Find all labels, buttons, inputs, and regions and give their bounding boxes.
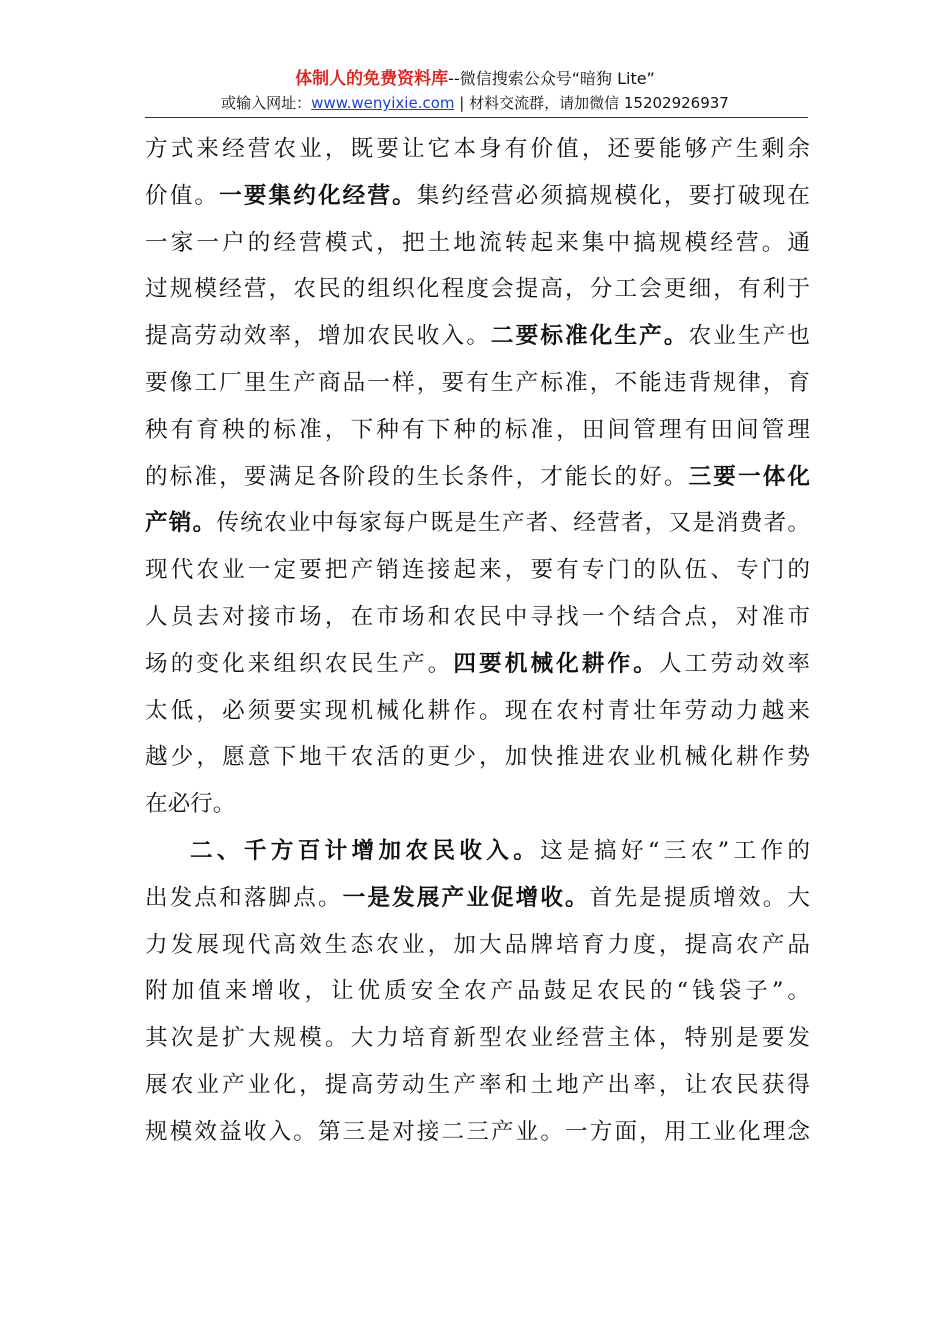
text-line: 在必行。 <box>145 791 236 818</box>
text-line <box>145 313 810 360</box>
text-line: 附加值来增收，让优质安全农产品鼓足农民的“钱袋子”。 <box>145 978 810 1005</box>
text-line <box>145 454 810 501</box>
text-line <box>145 173 810 220</box>
bold-heading: 产销。 <box>145 510 217 537</box>
header-line-1 <box>0 68 950 90</box>
text-run: 传统农业中每家每户既是生产者、经营者，又是消费者。 <box>216 510 811 537</box>
text-run: 农业生产也 <box>688 323 811 350</box>
wechat-account: “暗狗 Lite” <box>571 69 655 88</box>
text-line: 过规模经营，农民的组织化程度会提高，分工会更细，有利于 <box>145 276 810 303</box>
bold-heading: 一要集约化经营。 <box>219 182 417 209</box>
text-line: 其次是扩大规模。大力培育新型农业经营主体，特别是要发 <box>145 1025 810 1052</box>
text-run: 这是搞好“三农”工作的 <box>540 837 811 864</box>
text-run: 提高劳动效率，增加农民收入。 <box>145 323 491 350</box>
text-line <box>145 875 810 922</box>
header-line-2 <box>0 92 950 114</box>
text-run: 价值。 <box>145 182 220 209</box>
text-line: 太低，必须要实现机械化耕作。现在农村青壮年劳动力越来 <box>145 697 810 724</box>
text-line: 秧有育秧的标准，下种有下种的标准，田间管理有田间管理 <box>145 416 810 443</box>
text-line <box>145 641 810 688</box>
text-run: 首先是提质增效。大 <box>589 884 811 911</box>
header-divider <box>145 117 808 118</box>
library-name: 体制人的免费资料库 <box>295 69 449 89</box>
text-run: 出发点和落脚点。 <box>145 884 343 911</box>
text-line: 现代农业一定要把产销连接起来，要有专门的队伍、专门的 <box>145 557 810 584</box>
text-run: 的标准，要满足各阶段的生长条件，才能长的好。 <box>145 463 689 490</box>
page-header <box>0 68 950 114</box>
text-line: 一家一户的经营模式，把土地流转起来集中搞规模经营。通 <box>145 229 810 256</box>
bold-heading: 二要标准化生产。 <box>490 323 689 350</box>
text-line: 规模效益收入。第三是对接二三产业。一方面，用工业化理念 <box>145 1118 810 1145</box>
section-heading: 二、千方百计增加农民收入。 <box>190 837 541 864</box>
text-line <box>145 828 810 875</box>
text-line: 力发展现代高效生态农业，加大品牌培育力度，提高农产品 <box>145 931 810 958</box>
bold-heading: 一是发展产业促增收。 <box>342 884 590 911</box>
text-line: 人员去对接市场，在市场和农民中寻找一个结合点，对准市 <box>145 603 810 630</box>
wechat-prefix: --微信搜索公众号 <box>448 69 572 88</box>
text-line: 展农业产业化，提高劳动生产率和土地产出率，让农民获得 <box>145 1071 810 1098</box>
text-line <box>145 500 810 547</box>
text-run: 人工劳动效率 <box>658 650 811 677</box>
text-run: 集约经营必须搞规模化，要打破现在 <box>416 182 811 209</box>
contact-info: | 材料交流群，请加微信 15202926937 <box>454 94 729 112</box>
document-body <box>145 126 810 1156</box>
text-run: 场的变化来组织农民生产。 <box>145 650 454 677</box>
text-line: 方式来经营农业，既要让它本身有价值，还要能够产生剩余 <box>145 136 810 162</box>
text-line: 要像工厂里生产商品一样，要有生产标准，不能违背规律，育 <box>145 369 810 396</box>
bold-heading: 三要一体化 <box>688 463 811 490</box>
bold-heading: 四要机械化耕作。 <box>453 650 659 677</box>
text-line: 越少，愿意下地干农活的更少，加快推进农业机械化耕作势 <box>145 744 810 771</box>
site-prefix: 或输入网址： <box>221 94 312 112</box>
site-link[interactable]: www.wenyixie.com <box>311 94 455 112</box>
